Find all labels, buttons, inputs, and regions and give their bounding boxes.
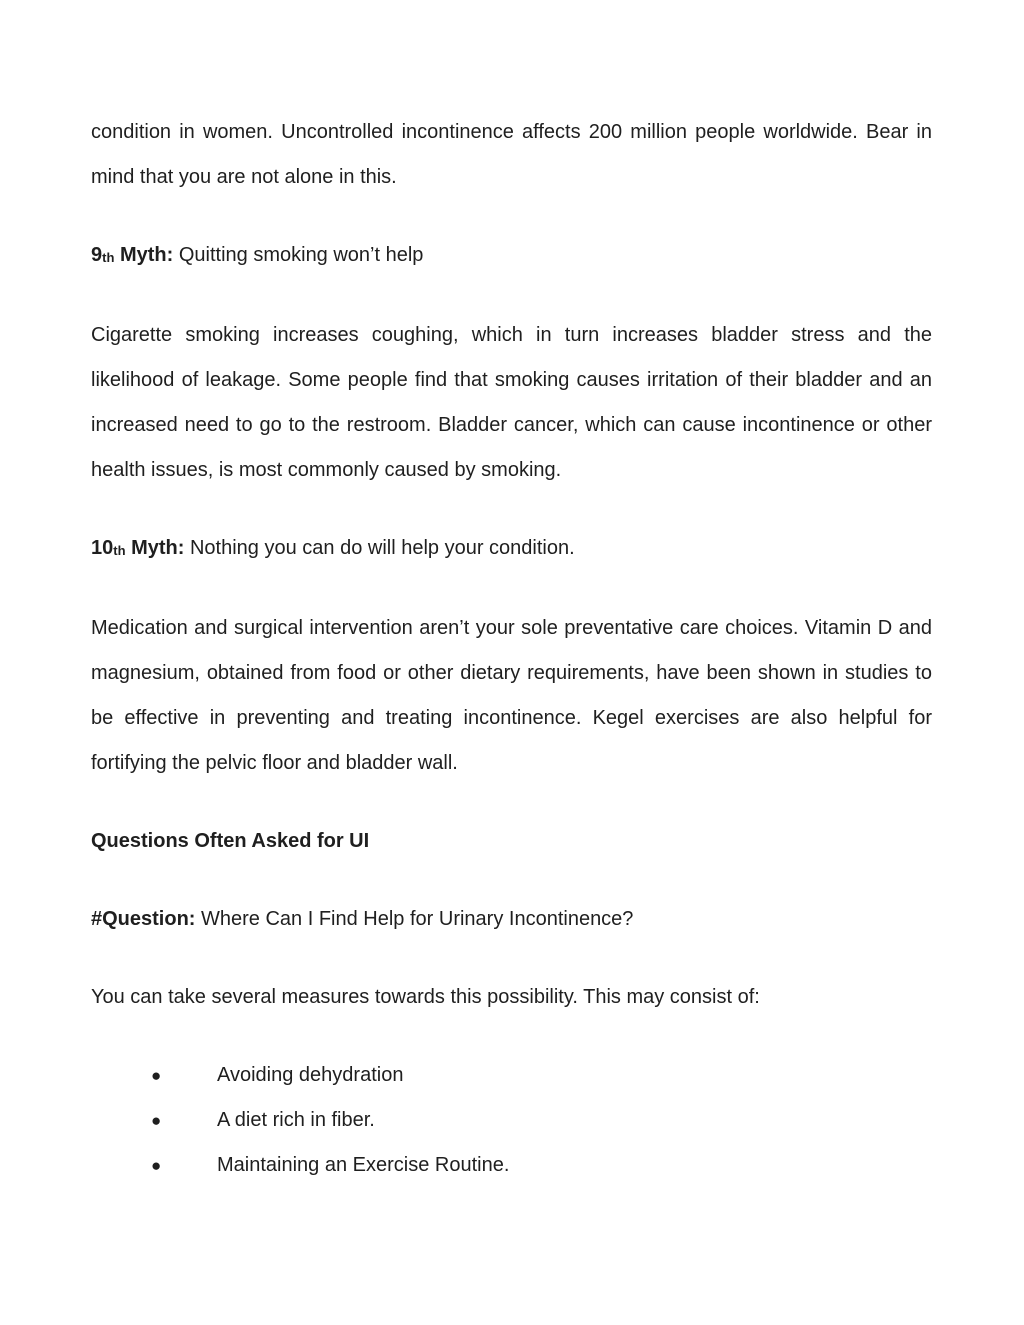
list-item [91, 1053, 932, 1098]
bullet-icon: ● [151, 1111, 162, 1130]
list-item-text: Avoiding dehydration [217, 1064, 404, 1086]
list-item [91, 1098, 932, 1143]
myth-10-ordinal-suffix: th [113, 543, 126, 558]
list-item-text: Maintaining an Exercise Routine. [217, 1154, 510, 1176]
myth-10-body: Medication and surgical intervention aren’t your sole preventative care choices. Vitamin D and magnesium, obtained from food or other dietary requirements, have been shown in studies to be effective in preventing and treating incontinence. Kegel exercises are also helpful for fortifying the pelvic floor and bladder wall. [91, 617, 932, 774]
myth-10-text: Nothing you can do will help your condition. [184, 537, 575, 559]
faq-heading-text: Questions Often Asked for UI [91, 830, 370, 852]
myth-10-heading [91, 526, 932, 573]
myth-10-number: 10 [91, 537, 114, 559]
bullet-icon: ● [151, 1156, 162, 1175]
myth-9-ordinal-suffix: th [102, 250, 115, 265]
intro-paragraph: condition in women. Uncontrolled incontinence affects 200 million people worldwide. Bear in mind that you are not alone in this. [91, 121, 932, 188]
myth-9-heading [91, 233, 932, 280]
myth-9-body: Cigarette smoking increases coughing, which in turn increases bladder stress and the likelihood of leakage. Some people find that smoking causes irritation of their bladder and an increased need to go to the restroom. Bladder cancer, which can cause incontinence or other health issues, is most commonly caused by smoking. [91, 324, 932, 481]
list-item-text: A diet rich in fiber. [217, 1109, 375, 1131]
myth-9-label: Myth: [114, 244, 174, 266]
myth-10-label: Myth: [125, 537, 185, 559]
answer-intro: You can take several measures towards this possibility. This may consist of: [91, 986, 760, 1008]
question-heading [91, 897, 932, 942]
bullet-icon: ● [151, 1066, 162, 1085]
measures-list [91, 1053, 932, 1188]
document-page [91, 110, 932, 1188]
question-label: #Question: [91, 908, 196, 930]
list-item [91, 1143, 932, 1188]
question-text: Where Can I Find Help for Urinary Incontinence? [195, 908, 634, 930]
myth-9-text: Quitting smoking won’t help [173, 244, 424, 266]
myth-9-number: 9 [91, 244, 103, 266]
faq-heading [91, 819, 932, 864]
